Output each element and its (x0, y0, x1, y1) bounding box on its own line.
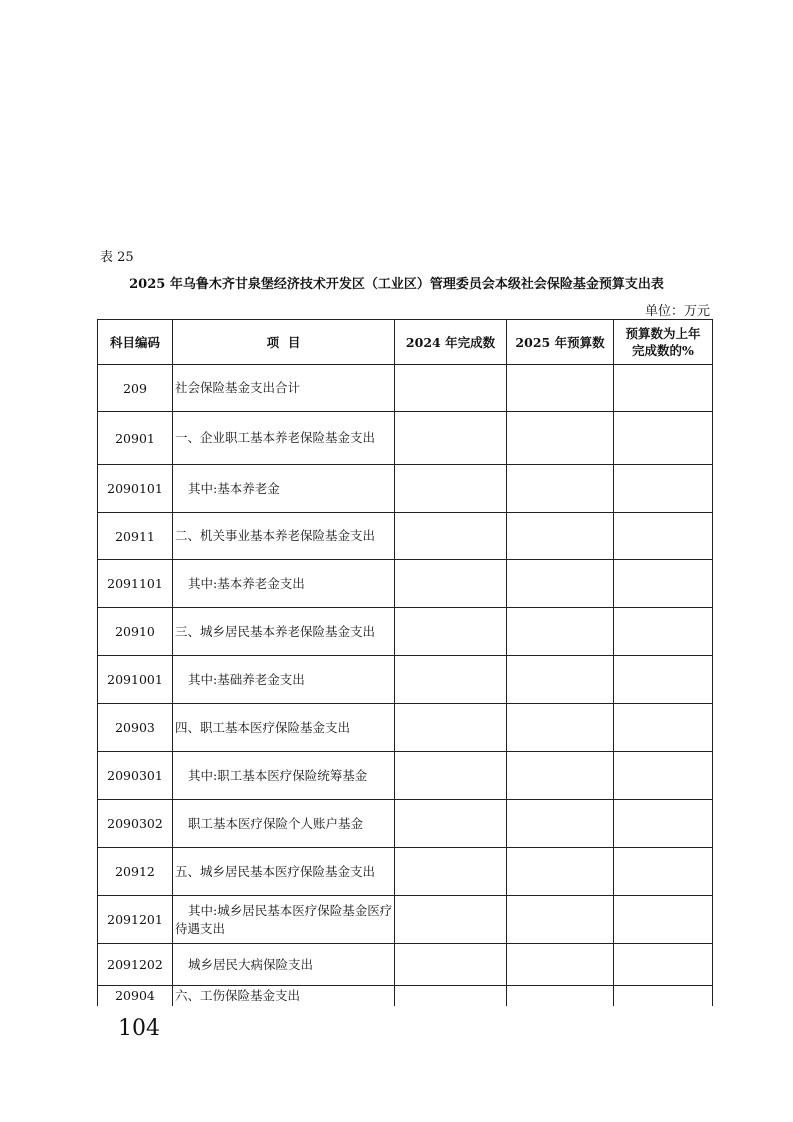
page-number: 104 (118, 1016, 160, 1041)
cell-ratio (614, 608, 713, 656)
row-code: 2090101 (98, 465, 173, 513)
cell-ratio (614, 896, 713, 944)
cell-ratio (614, 365, 713, 412)
table-row (98, 656, 713, 704)
row-code: 20901 (98, 412, 173, 465)
table-row (98, 800, 713, 848)
table-row (98, 848, 713, 896)
cell-2024 (395, 465, 507, 513)
cell-2025 (507, 800, 614, 848)
cell-2024 (395, 513, 507, 560)
cell-2024 (395, 704, 507, 752)
cell-2024 (395, 412, 507, 465)
table-row (98, 608, 713, 656)
row-code: 209 (98, 365, 173, 412)
table-row (98, 752, 713, 800)
cell-ratio (614, 944, 713, 986)
row-code: 2090301 (98, 752, 173, 800)
row-code: 20903 (98, 704, 173, 752)
row-code: 20912 (98, 848, 173, 896)
cell-2024 (395, 896, 507, 944)
row-code: 20910 (98, 608, 173, 656)
table-row (98, 365, 713, 412)
budget-table (97, 319, 713, 1006)
row-code: 2091001 (98, 656, 173, 704)
row-name: 五、城乡居民基本医疗保险基金支出 (173, 848, 395, 896)
table-row (98, 513, 713, 560)
cell-ratio (614, 465, 713, 513)
table-header-row (98, 320, 713, 365)
row-name: 六、工伤保险基金支出 (173, 986, 395, 1006)
row-code: 2091101 (98, 560, 173, 608)
cell-2025 (507, 513, 614, 560)
cell-ratio (614, 704, 713, 752)
header-ratio: 预算数为上年完成数的% (614, 320, 713, 365)
row-name: 其中:基本养老金 (173, 465, 395, 513)
cell-2025 (507, 704, 614, 752)
header-2025: 2025 年预算数 (507, 320, 614, 365)
cell-2025 (507, 608, 614, 656)
cell-ratio (614, 656, 713, 704)
table-row (98, 944, 713, 986)
header-2024: 2024 年完成数 (395, 320, 507, 365)
cell-2025 (507, 656, 614, 704)
table-row (98, 704, 713, 752)
cell-ratio (614, 848, 713, 896)
table-row (98, 560, 713, 608)
cell-ratio (614, 513, 713, 560)
cell-2024 (395, 944, 507, 986)
row-name: 三、城乡居民基本养老保险基金支出 (173, 608, 395, 656)
cell-2025 (507, 896, 614, 944)
table-number: 表 25 (100, 250, 134, 265)
row-name: 其中:基本养老金支出 (173, 560, 395, 608)
cell-2025 (507, 365, 614, 412)
cell-2025 (507, 986, 614, 1006)
cell-ratio (614, 412, 713, 465)
row-name: 城乡居民大病保险支出 (173, 944, 395, 986)
header-item: 项 目 (173, 320, 395, 365)
row-code: 2091202 (98, 944, 173, 986)
table-row (98, 896, 713, 944)
document-title: 2025 年乌鲁木齐甘泉堡经济技术开发区（工业区）管理委员会本级社会保险基金预算支出表 (129, 277, 664, 292)
row-code: 20904 (98, 986, 173, 1006)
cell-2024 (395, 608, 507, 656)
cell-2024 (395, 986, 507, 1006)
row-name: 社会保险基金支出合计 (173, 365, 395, 412)
cell-2025 (507, 412, 614, 465)
row-name: 四、职工基本医疗保险基金支出 (173, 704, 395, 752)
table-row (98, 465, 713, 513)
row-name: 其中:职工基本医疗保险统筹基金 (173, 752, 395, 800)
row-name: 其中:基础养老金支出 (173, 656, 395, 704)
cell-2025 (507, 848, 614, 896)
cell-2024 (395, 800, 507, 848)
table-row (98, 986, 713, 1006)
table-row (98, 412, 713, 465)
cell-2024 (395, 752, 507, 800)
cell-2024 (395, 560, 507, 608)
row-name: 二、机关事业基本养老保险基金支出 (173, 513, 395, 560)
row-name: 其中:城乡居民基本医疗保险基金医疗待遇支出 (173, 896, 395, 944)
row-code: 20911 (98, 513, 173, 560)
cell-ratio (614, 560, 713, 608)
cell-2025 (507, 944, 614, 986)
row-code: 2090302 (98, 800, 173, 848)
cell-2025 (507, 560, 614, 608)
row-name: 职工基本医疗保险个人账户基金 (173, 800, 395, 848)
row-code: 2091201 (98, 896, 173, 944)
header-code: 科目编码 (98, 320, 173, 365)
cell-2024 (395, 365, 507, 412)
cell-ratio (614, 800, 713, 848)
unit-label: 单位：万元 (644, 304, 710, 319)
cell-ratio (614, 752, 713, 800)
cell-2025 (507, 752, 614, 800)
cell-2024 (395, 848, 507, 896)
cell-2025 (507, 465, 614, 513)
cell-2024 (395, 656, 507, 704)
row-name: 一、企业职工基本养老保险基金支出 (173, 412, 395, 465)
cell-ratio (614, 986, 713, 1006)
